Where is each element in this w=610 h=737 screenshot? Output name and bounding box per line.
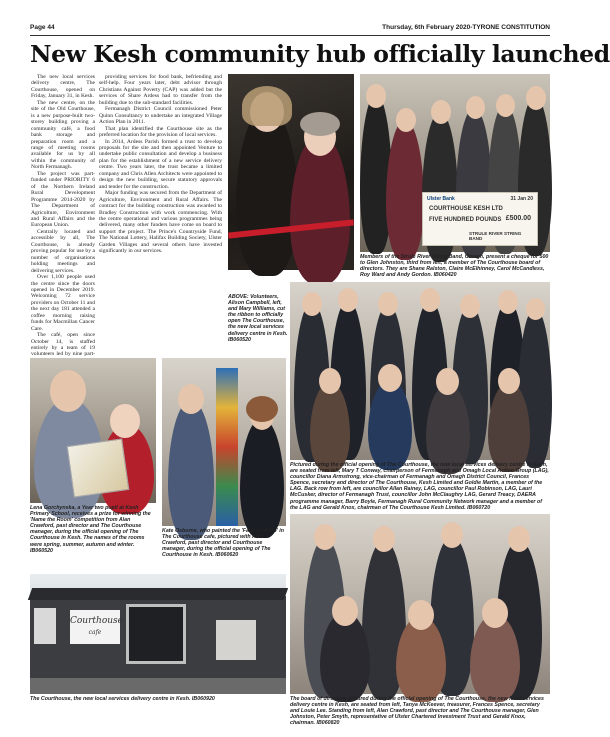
- faith-column-photo: [162, 358, 286, 526]
- article-paragraph: The café, open since October 14, is staffed entirely by a team of 19 volunteers led by nine part-: [31, 332, 95, 358]
- article-column-2: [99, 74, 222, 356]
- caption-building: The Courthouse, the new local services delivery centre in Kesh. IB060920: [30, 696, 215, 702]
- article-paragraph: In 2014, Ardess Parish formed a trust to develop proposals for the site and then appointed Venture to undertake public consultation and develop a business plan for the establishment of a new service delivery centre. Two years later, the trust became a limited company and Chris Allen Architects were appointed to design the new building, secure statutory approvals and tender for the construction.: [99, 138, 222, 190]
- cheque-date: 31 Jan 20: [510, 196, 533, 202]
- cheque-bank: Ulster Bank: [427, 196, 455, 202]
- article-paragraph: Fermanagh District Council commissioned Peter Quinn Consultancy to undertake an integrated Village Action Plan in 2011.: [99, 106, 222, 126]
- article-paragraph: The new local services delivery centre, The Courthouse, opened on Friday, January 31, in Kesh.: [31, 74, 95, 100]
- cheque-presentation-photo: [360, 74, 550, 252]
- prize-pupil-photo: [30, 358, 156, 503]
- dignitaries-group-photo: [290, 282, 550, 460]
- page-header: [30, 22, 550, 36]
- article-paragraph: The project was part-funded under PRIORITY 6 of the Northern Ireland Rural Development Programme 2014-2020 by The Department of Agriculture, Environment and Rural Affairs and the European Union.: [31, 170, 95, 229]
- cheque-amount-words: FIVE HUNDRED POUNDS: [429, 217, 502, 223]
- caption-pupil: Lena Gorchynska, a Year two pupil at Kesh Primary School, receives a prize for winning the 'Name the Room' competition from Alan Crawford, past director and The Courthouse manager, during the official opening of The Courthouse in Kesh. The names of the rooms were spring, summer, autumn and winter. IB060520: [30, 505, 151, 554]
- cheque-payee: COURTHOUSE KESH LTD: [429, 206, 503, 212]
- courthouse-signage: [70, 610, 123, 644]
- article-paragraph: Centrally located and accessible by all, The Courthouse, is already proving popular for use by a number of organisations holding meetings and delivering services.: [31, 228, 95, 274]
- caption-group: Pictured during the official opening of The Courthouse, the new local services delivery centre in Kesh, are seated from left, Mary T Conway, chairperson of Fermanagh and Omagh Local Action Group (LAG), councillor Diana Armstrong, vice-chairman of Fermanagh and Omagh District Council, Frances Spence, secretary and director of The Courthouse, Kesh Limited and Goldie Martin, a member of the LAG. Back row from left, are councillor Allan Rainey, LAG, councillor Paul Robinson, LAG, Lauri McCusker, director of Fermanagh Trust, councillor John McClaughry LAG, Gerard Treacy, DAERA programme manager, Barry Boyle, Fermanagh Rural Community Network manager and a member of the LAG and Gerald Knox, chairman of The Courthouse Kesh Limited. IB060720: [290, 462, 549, 511]
- headline: New Kesh community hub officially launched: [30, 40, 610, 68]
- caption-board: The board of directors pictured during the official opening of The Courthouse, the new local services delivery centre in Kesh, are seated from left, Tanya McKeever, treasurer, Frances Spence, secretary and Louie Lee. Standing from left, Alan Crawford, past director and The Courthouse manager, Glen Johnston, Peter Smyth, representative of Ulster Chartered Investment Trust and Gerald Knox, chairman. IB060820: [290, 696, 544, 727]
- article-paragraph: providing services for food bank, befriending and self-help. Four years later, debt advisor through Christians Against Poverty (CAP) was added but the services of Share Ardess had to transfer from the building due to the sub-standard facilities.: [99, 74, 222, 106]
- publication-date: Thursday, 6th February 2020-TYRONE CONSTITUTION: [382, 24, 550, 31]
- caption-cheque: Members of the Strule River String Band, Omagh, present a cheque for 500 to Glen Johnston, third from left, a member of The Courthouse board of directors. They are Shane Ralston, Claire McElhinney, Carol McCandless, Roy Ward and Andy Gordon. IB060420: [360, 254, 549, 279]
- page-number: Page 44: [30, 24, 55, 31]
- cheque: [422, 192, 538, 246]
- article-paragraph: Over 1,100 people used the centre since the doors opened in December 2019. Welcoming 72 service providers on October 11 and the next day 181 attended a coffee morning raising funds for Macmillan Cancer Care.: [31, 274, 95, 332]
- signage-sub: cafe: [88, 629, 102, 636]
- cheque-amount: £500.00: [505, 215, 531, 222]
- board-of-directors-photo: [290, 514, 550, 694]
- article-paragraph: That plan identified the Courthouse site as the preferred location for the provision of local services.: [99, 125, 222, 139]
- ribbon-cutting-photo: [228, 74, 354, 270]
- article-paragraph: Major funding was secured from the Department of Agriculture, Environment and Rural Affairs. The contract for the building construction was awarded to Bradley Construction with work commencing. With the centre operational and various programmes being delivered, many other funders have come on board to support the project. The Prince's Countryside Fund, The National Lottery, Halifax Building Society, Ulster Garden Villages and several others have invested significantly in our services.: [99, 190, 222, 255]
- courthouse-building-photo: [30, 574, 286, 694]
- article-paragraph: The new centre, on the site of the Old Courthouse, is a new purpose-built two-storey building proving a community café, a food bank storage and preparation room and a range of meeting rooms available for us by all within the community of North Fermanagh.: [31, 99, 95, 171]
- caption-faith-column: Kate Osborne, who painted the 'Faith Column' in The Courthouse cafe, pictured with Alan Crawford, past director and Courthouse manager, during the official opening of The Courthouse in Kesh. IB060620: [162, 528, 284, 559]
- article-column-1: [31, 74, 95, 374]
- signage-name: Courthouse: [70, 616, 123, 626]
- caption-ribbon: ABOVE: Volunteers, Alison Campbell, left, and Mary Williams, cut the ribbon to officially open The Courthouse, the new local services delivery centre in Kesh. IB060520: [228, 294, 288, 343]
- cheque-signer: STRULE RIVER STRING BAND: [469, 231, 522, 241]
